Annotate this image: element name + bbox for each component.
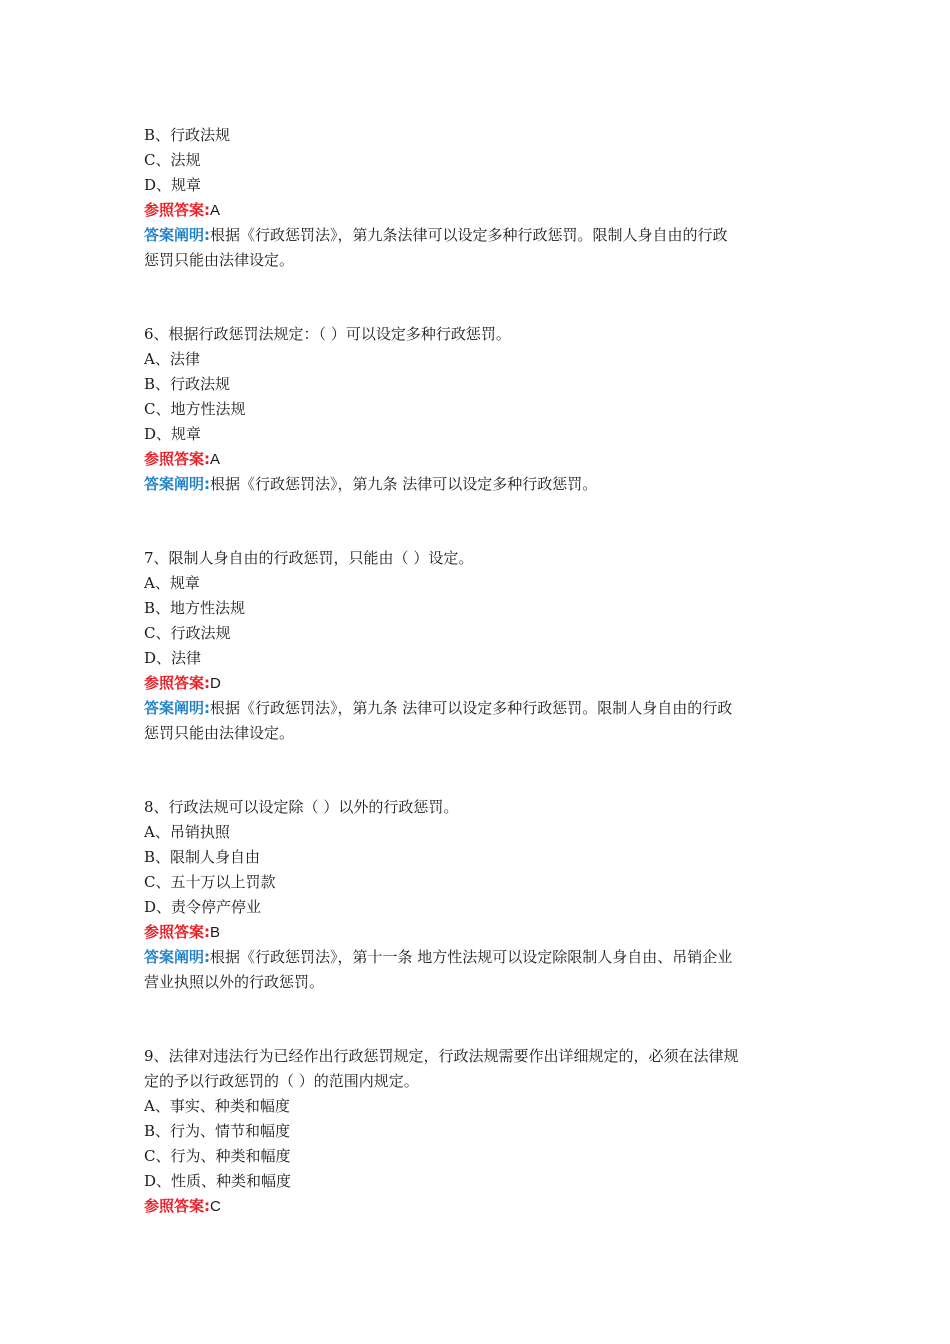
q7-option-b: B、地方性法规 [144, 599, 246, 617]
explanation-continuation: 惩罚只能由法律设定。 [144, 251, 295, 269]
q8-explanation-label: 答案阐明: [144, 948, 210, 966]
q7-option-c: C、行政法规 [144, 624, 231, 642]
q7-option-d: D、法律 [144, 649, 202, 667]
q7-answer-label: 参照答案: [144, 674, 210, 692]
q7-option-a: A、规章 [144, 574, 200, 592]
q9-option-d: D、性质、种类和幅度 [144, 1172, 292, 1190]
q6-option-d: D、规章 [144, 425, 202, 443]
question-6: 6、根据行政惩罚法规定：（ ）可以设定多种行政惩罚。 [144, 325, 511, 343]
q7-explanation-label: 答案阐明: [144, 699, 210, 717]
q8-option-a: A、吊销执照 [144, 823, 230, 841]
q9-option-b: B、行为、情节和幅度 [144, 1122, 291, 1140]
q9-option-a: A、事实、种类和幅度 [144, 1097, 290, 1115]
q6-explanation-text: 根据《行政惩罚法》，第九条 法律可以设定多种行政惩罚。 [210, 475, 598, 493]
q7-explanation-continuation: 惩罚只能由法律设定。 [144, 724, 295, 742]
q8-answer-line [144, 920, 814, 945]
q6-answer-value: A [210, 451, 221, 468]
q6-option-c: C、地方性法规 [144, 400, 246, 418]
q7-answer-value: D [210, 675, 221, 692]
q7-answer-line [144, 671, 814, 696]
question-9-continuation: 定的予以行政惩罚的（ ）的范围内规定。 [144, 1072, 419, 1090]
option-b: B、行政法规 [144, 126, 231, 144]
answer-line [144, 198, 814, 223]
q8-explanation-line [144, 945, 814, 970]
q8-explanation-text: 根据《行政惩罚法》，第十一条 地方性法规可以设定除限制人身自由、吊销企业 [210, 948, 733, 966]
question-7: 7、限制人身自由的行政惩罚，只能由（ ）设定。 [144, 549, 474, 567]
q6-option-b: B、行政法规 [144, 375, 231, 393]
q9-answer-label: 参照答案: [144, 1197, 210, 1215]
explanation-text: 根据《行政惩罚法》，第九条法律可以设定多种行政惩罚。限制人身自由的行政 [210, 226, 728, 244]
question-9: 9、法律对违法行为已经作出行政惩罚规定，行政法规需要作出详细规定的，必须在法律规 [144, 1047, 739, 1065]
q6-explanation-line [144, 472, 814, 497]
explanation-line [144, 223, 814, 248]
q9-option-c: C、行为、种类和幅度 [144, 1147, 291, 1165]
option-c: C、法规 [144, 151, 201, 169]
q6-explanation-label: 答案阐明: [144, 475, 210, 493]
q9-answer-value: C [210, 1198, 221, 1215]
q8-answer-label: 参照答案: [144, 923, 210, 941]
q7-explanation-line [144, 696, 814, 721]
q8-option-b: B、限制人身自由 [144, 848, 261, 866]
q8-answer-value: B [210, 924, 221, 941]
question-8: 8、行政法规可以设定除（ ）以外的行政惩罚。 [144, 798, 459, 816]
explanation-label: 答案阐明: [144, 226, 210, 244]
q7-explanation-text: 根据《行政惩罚法》，第九条 法律可以设定多种行政惩罚。限制人身自由的行政 [210, 699, 733, 717]
q9-answer-line [144, 1194, 814, 1219]
q6-option-a: A、法律 [144, 350, 200, 368]
q6-answer-line [144, 447, 814, 472]
answer-value: A [210, 202, 221, 219]
option-d: D、规章 [144, 176, 202, 194]
answer-label: 参照答案: [144, 201, 210, 219]
q8-explanation-continuation: 营业执照以外的行政惩罚。 [144, 973, 325, 991]
q8-option-d: D、责令停产停业 [144, 898, 262, 916]
q8-option-c: C、五十万以上罚款 [144, 873, 276, 891]
q6-answer-label: 参照答案: [144, 450, 210, 468]
